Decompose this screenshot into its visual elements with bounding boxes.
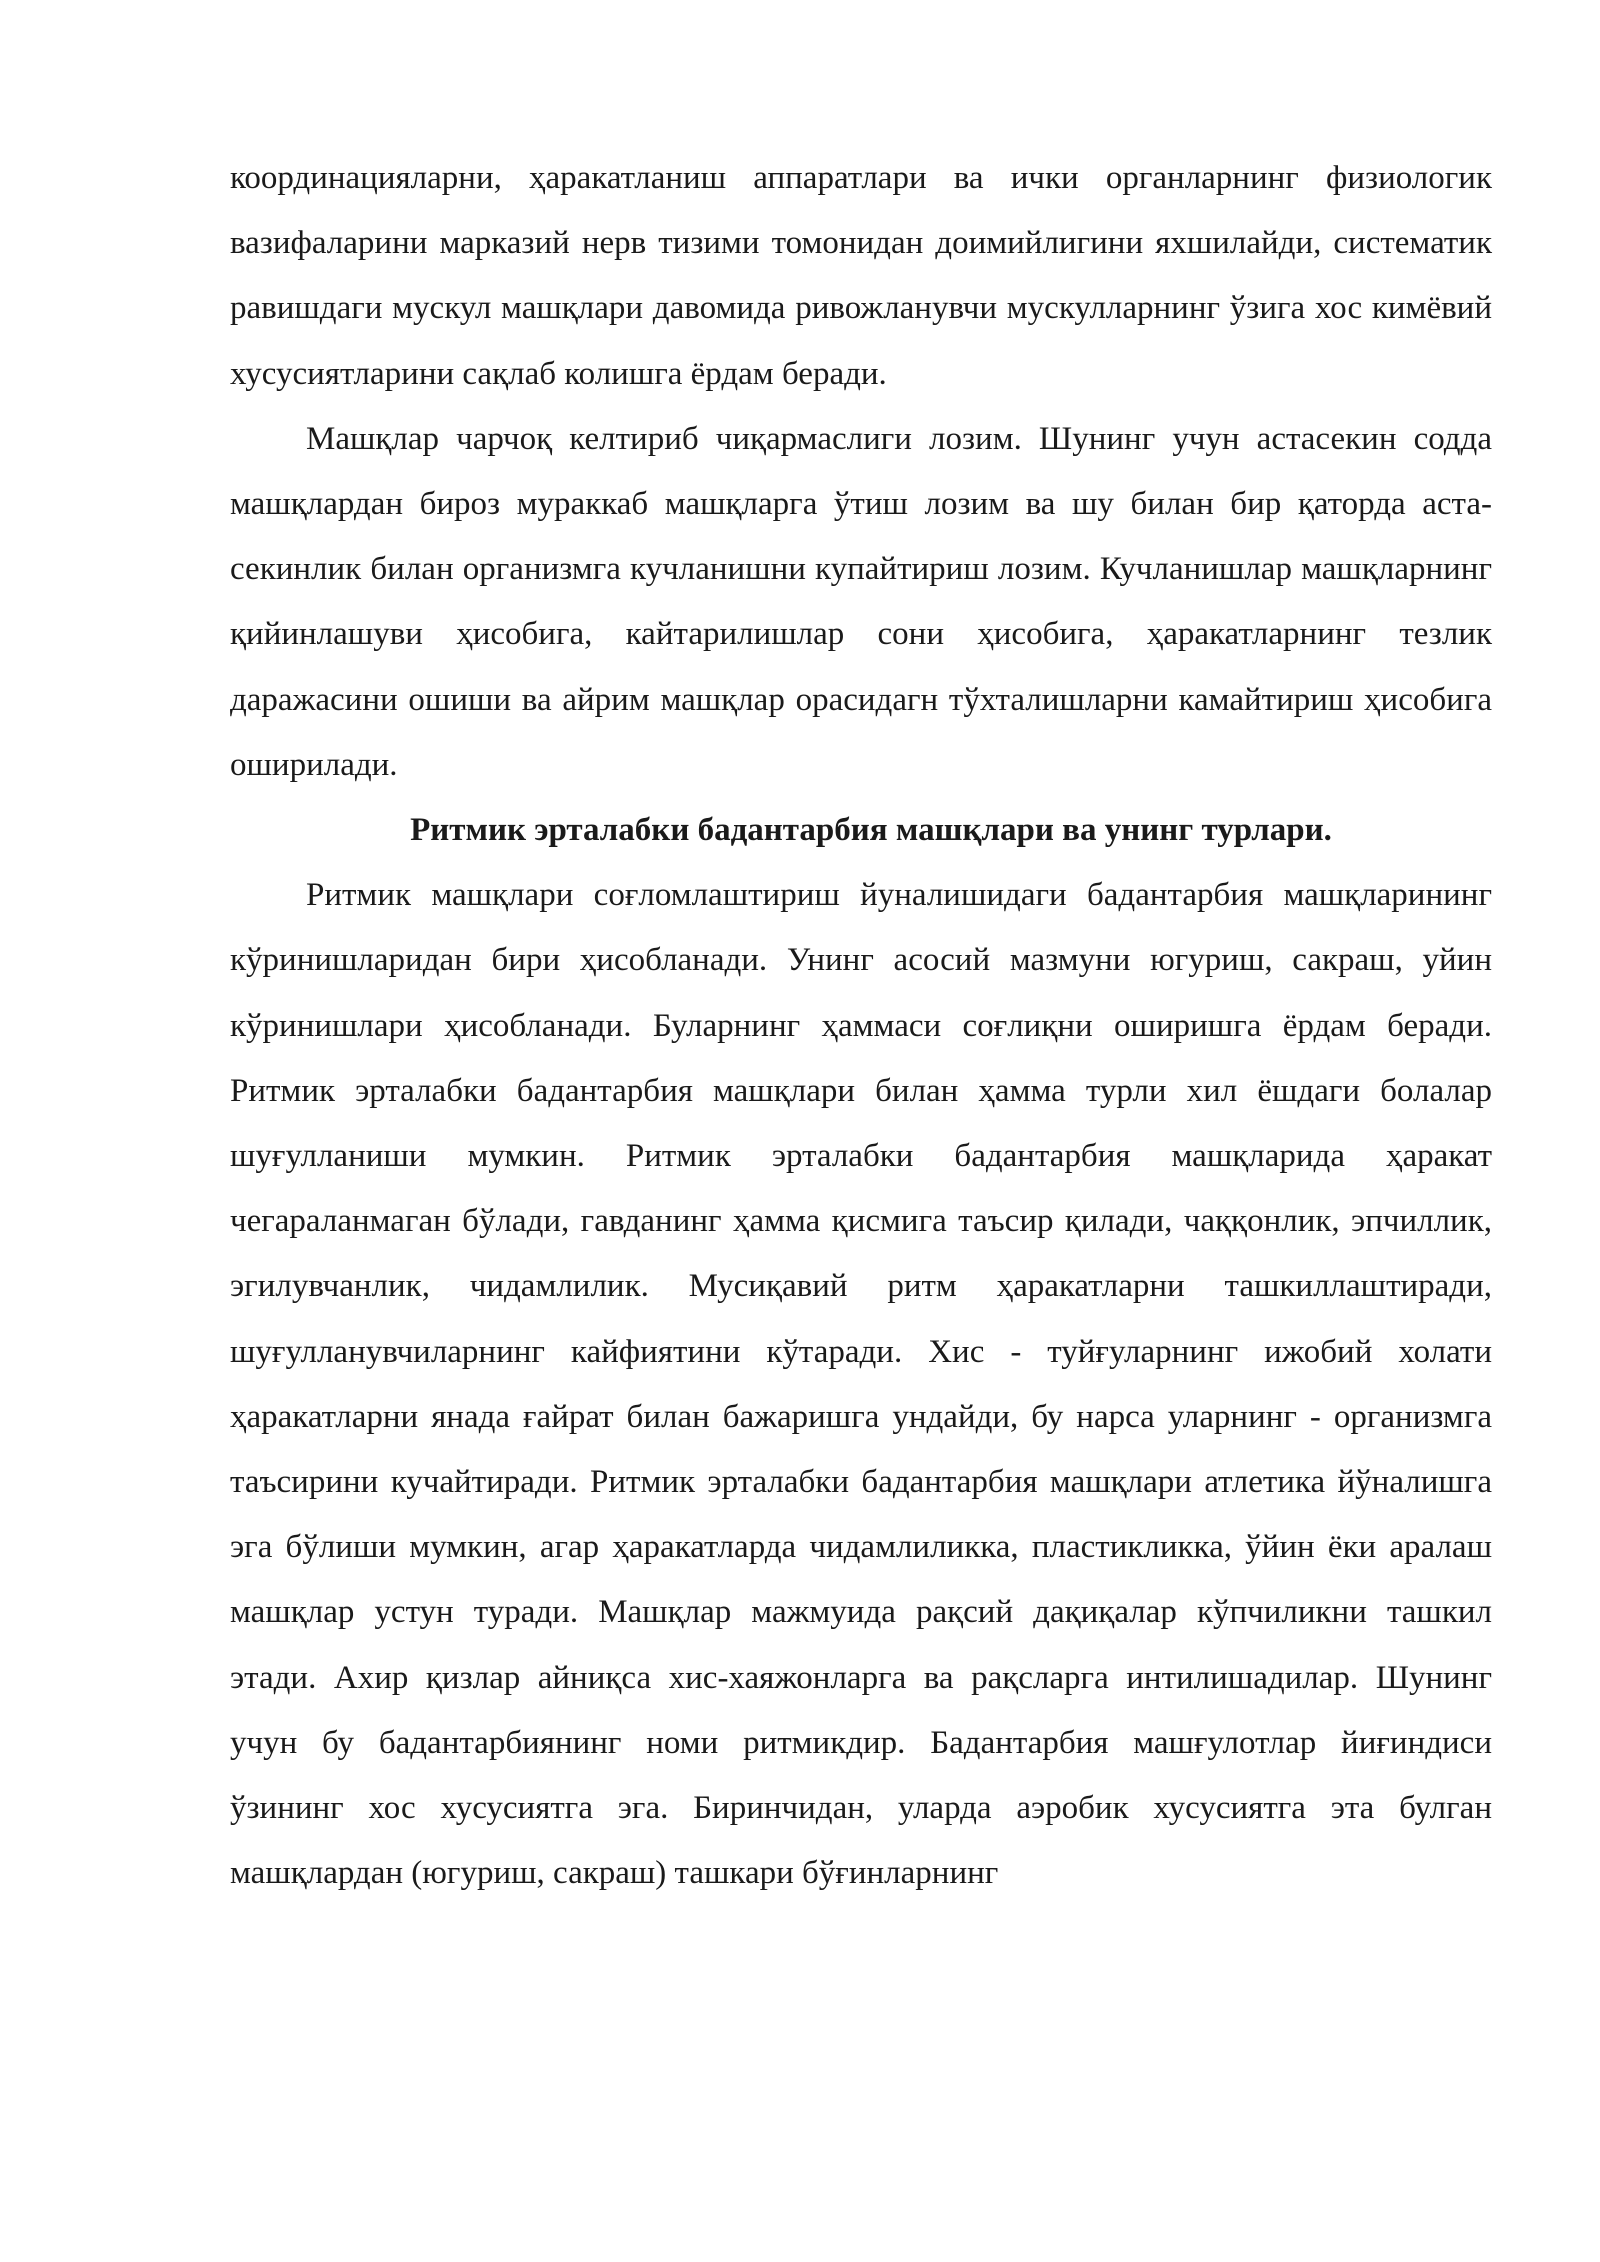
- document-body: [230, 146, 1492, 1906]
- section-heading: Ритмик эрталабки бадантарбия машқлари ва унинг турлари.: [410, 812, 1332, 849]
- paragraph-rhythmic-exercises: Ритмик машқлари соғломлаштириш йуналишидаги бадантарбия машқларининг кўринишларидан бири ҳисобланади. Унинг асосий мазмуни югуриш, сакраш, уйин кўринишлари ҳисобланади. Буларнинг ҳаммаси соғлиқни оширишга ёрдам беради. Ритмик эрталабки бадантарбия машқлари билан ҳамма турли хил ёшдаги болалар шуғулланиши мумкин. Ритмик эрталабки бадантарбия машқларида ҳаракат чегараланмаган бўлади, гавданинг ҳамма қисмига таъсир қилади, чаққонлик, эпчиллик, эгилувчанлик, чидамлилик. Мусиқавий ритм ҳаракатларни ташкиллаштиради, шуғулланувчиларнинг кайфиятини кўтаради. Хис - туйғуларнинг ижобий холати ҳаракатларни янада ғайрат билан бажаришга ундайди, бу нарса уларнинг - организмга таъсирини кучайтиради. Ритмик эрталабки бадантарбия машқлари атлетика йўналишга эга бўлиши мумкин, агар ҳаракатларда чидамлиликка, пластикликка, ўйин ёки аралаш машқлар устун туради. Машқлар мажмуида рақсий дақиқалар кўпчиликни ташкил этади. Ахир қизлар айниқса хис-хаяжонларга ва рақсларга интилишадилар. Шунинг учун бу бадантарбиянинг номи ритмикдир. Бадантарбия машғулотлар йиғиндиси ўзининг хос хусусиятга эга. Биринчидан, уларда аэробик хусусиятга эта булган машқлардан (югуриш, сакраш) ташкари бўғинларнинг: [230, 877, 1492, 1892]
- paragraph-continuation: координацияларни, ҳаракатланиш аппаратлари ва ички органларнинг физиологик вазифаларини марказий нерв тизими томонидан доимийлигини яхшилайди, систематик равишдаги мускул машқлари давомида ривожланувчи мускулларнинг ўзига хос кимёвий хусусиятларини сақлаб колишга ёрдам беради.: [230, 160, 1492, 392]
- paragraph-exercise-load: Машқлар чарчоқ келтириб чиқармаслиги лозим. Шунинг учун астасекин содда машқлардан бироз мураккаб машқларга ўтиш лозим ва шу билан бир қаторда аста-секинлик билан организмга кучланишни купайтириш лозим. Кучланишлар машқларнинг қийинлашуви ҳисобига, кайтарилишлар сони ҳисобига, ҳаракатларнинг тезлик даражасини ошиши ва айрим машқлар орасидагн тўхталишларни камайтириш ҳисобига оширилади.: [230, 420, 1492, 783]
